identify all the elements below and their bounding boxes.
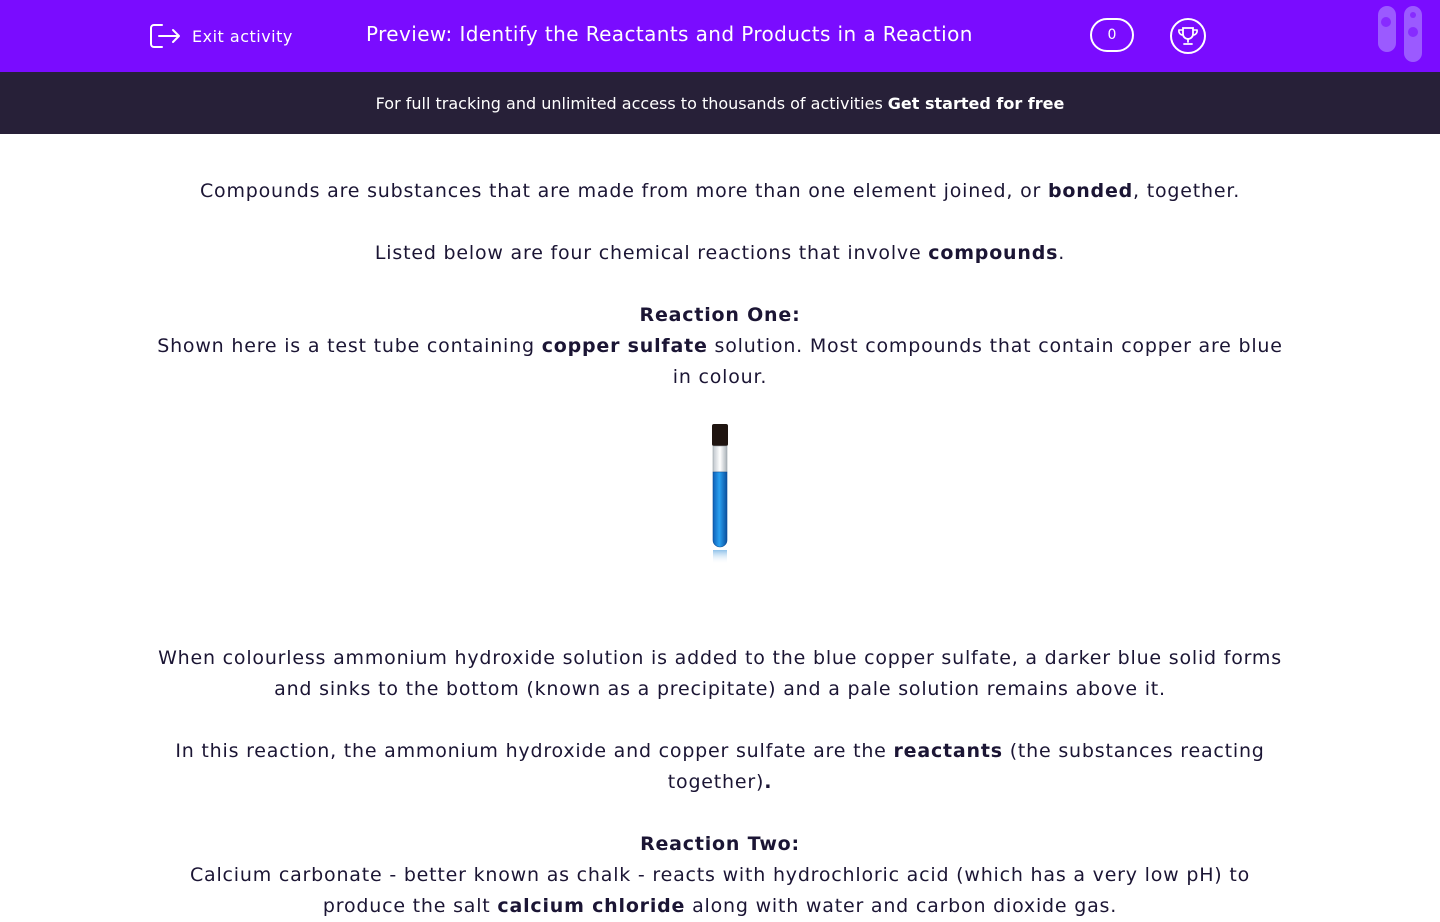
- reactions-intro-text-2: .: [1058, 242, 1066, 264]
- intro-text-1: Compounds are substances that are made from more than one element joined, or: [199, 180, 1048, 202]
- score-badge: 0: [1090, 18, 1134, 52]
- reactions-intro-paragraph: [150, 238, 1290, 269]
- page-title: Preview: Identify the Reactants and Products in a Reaction: [366, 22, 973, 46]
- promo-text: For full tracking and unlimited access to thousands of activities: [375, 93, 883, 113]
- trophy-icon: [1177, 25, 1199, 47]
- reactants-bold: reactants: [893, 740, 1003, 762]
- reaction-one-text-1: Shown here is a test tube containing: [157, 335, 542, 357]
- reactants-paragraph: [150, 736, 1290, 798]
- promo-banner: [0, 72, 1440, 134]
- reaction-two-text-1: Calcium carbonate - better known as chalk - reacts with hydrochloric acid (which has a very low pH) to produce the salt: [189, 864, 1251, 917]
- reaction-one-bold: copper sulfate: [541, 335, 708, 357]
- activity-content: [150, 176, 1290, 922]
- test-tube-image: [700, 424, 740, 620]
- reaction-two-title: Reaction Two:: [640, 833, 800, 855]
- reaction-two-text-2: along with water and carbon dioxide gas.: [685, 895, 1118, 917]
- reactants-text-1: In this reaction, the ammonium hydroxide and copper sulfate are the: [175, 740, 894, 762]
- intro-bold-bonded: bonded: [1047, 180, 1134, 202]
- trophy-button[interactable]: [1170, 18, 1206, 54]
- test-tubes-logo: [1376, 6, 1424, 64]
- reactions-intro-text-1: Listed below are four chemical reactions that involve: [374, 242, 929, 264]
- reaction-two-bold: calcium chloride: [497, 895, 686, 917]
- exit-icon: [148, 21, 182, 51]
- reactants-text-2: (the substances reacting together): [667, 740, 1265, 793]
- top-bar: [0, 0, 1440, 72]
- reaction-one-text-2: solution. Most compounds that contain copper are blue in colour.: [672, 335, 1283, 388]
- reaction-two-heading: [150, 829, 1290, 860]
- reaction-one-title: Reaction One:: [639, 304, 801, 326]
- exit-activity-label: Exit activity: [192, 26, 293, 46]
- reaction-one-heading: [150, 300, 1290, 331]
- exit-activity-button[interactable]: [148, 20, 293, 52]
- reactants-period: .: [764, 771, 773, 793]
- reaction-two-paragraph: [150, 860, 1290, 922]
- test-tube-image-container: [150, 393, 1290, 643]
- get-started-link[interactable]: Get started for free: [887, 93, 1065, 113]
- reaction-one-description: When colourless ammonium hydroxide solution is added to the blue copper sulfate, a darker blue solid forms and sinks to the bottom (known as a precipitate) and a pale solution remains above it.: [158, 647, 1282, 700]
- intro-text-2: , together.: [1133, 180, 1241, 202]
- reactions-intro-bold: compounds: [928, 242, 1059, 264]
- intro-paragraph: [150, 176, 1290, 207]
- reaction-one-paragraph: [150, 331, 1290, 393]
